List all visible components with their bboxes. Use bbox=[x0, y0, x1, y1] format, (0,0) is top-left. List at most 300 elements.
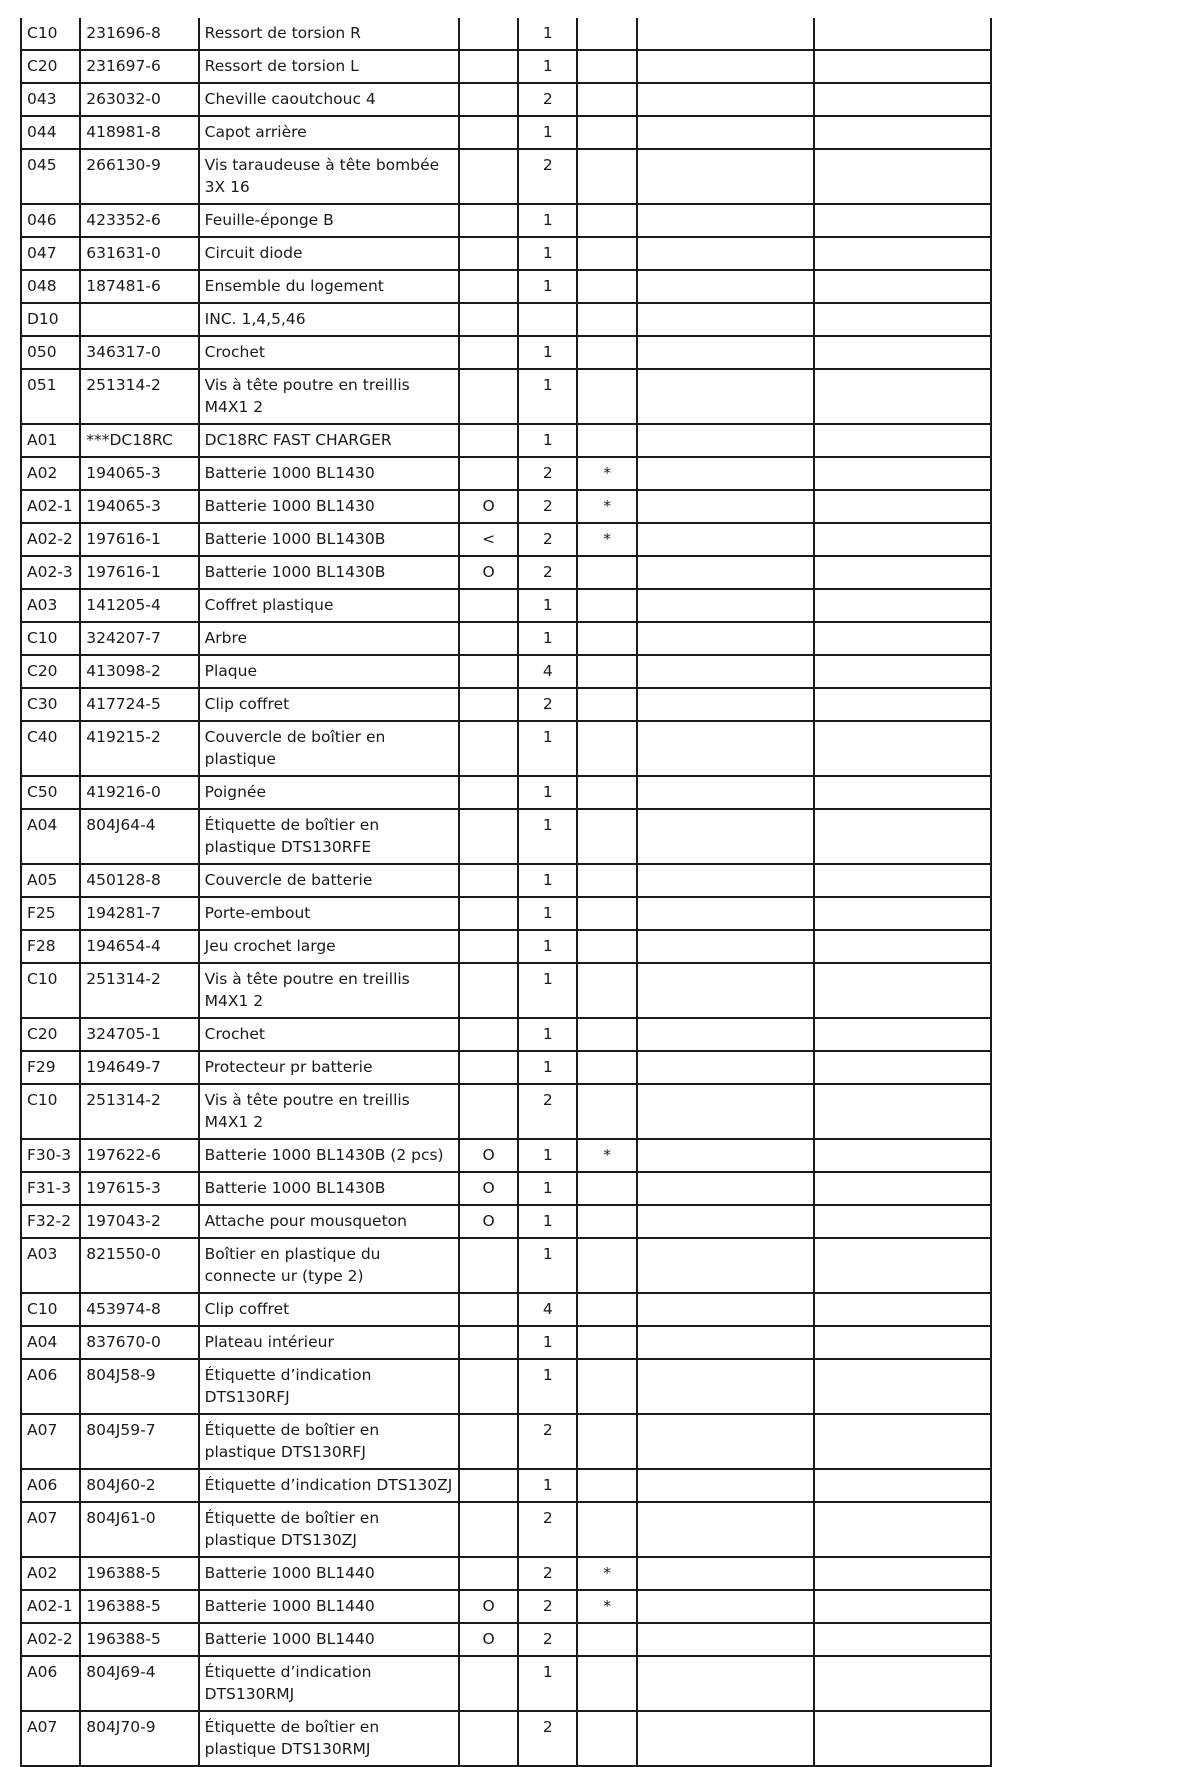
part-number-cell: 324207-7 bbox=[80, 622, 198, 655]
extra-cell-1 bbox=[637, 336, 815, 369]
quantity-cell: 1 bbox=[518, 1051, 577, 1084]
option-mark-cell: O bbox=[459, 1172, 518, 1205]
quantity-cell: 2 bbox=[518, 556, 577, 589]
table-row bbox=[21, 1469, 991, 1502]
extra-cell-1 bbox=[637, 1656, 815, 1711]
item-number-cell: C40 bbox=[21, 721, 80, 776]
extra-cell-2 bbox=[814, 809, 991, 864]
part-number-cell: 197615-3 bbox=[80, 1172, 198, 1205]
quantity-cell: 1 bbox=[518, 50, 577, 83]
extra-cell-1 bbox=[637, 424, 815, 457]
item-number-cell: A03 bbox=[21, 1238, 80, 1293]
description-cell: Vis taraudeuse à tête bombée 3X 16 bbox=[199, 149, 459, 204]
part-number-cell: 804J69-4 bbox=[80, 1656, 198, 1711]
quantity-cell: 1 bbox=[518, 237, 577, 270]
table-row bbox=[21, 963, 991, 1018]
note-mark-cell: * bbox=[577, 523, 636, 556]
description-cell: Feuille-éponge B bbox=[199, 204, 459, 237]
quantity-cell: 1 bbox=[518, 270, 577, 303]
description-cell: Protecteur pr batterie bbox=[199, 1051, 459, 1084]
description-cell: Couvercle de batterie bbox=[199, 864, 459, 897]
table-row bbox=[21, 369, 991, 424]
note-mark-cell bbox=[577, 369, 636, 424]
extra-cell-2 bbox=[814, 270, 991, 303]
part-number-cell: 413098-2 bbox=[80, 655, 198, 688]
description-cell: Poignée bbox=[199, 776, 459, 809]
part-number-cell bbox=[80, 303, 198, 336]
table-row bbox=[21, 1084, 991, 1139]
quantity-cell: 2 bbox=[518, 83, 577, 116]
part-number-cell: 194281-7 bbox=[80, 897, 198, 930]
option-mark-cell bbox=[459, 204, 518, 237]
part-number-cell: ***DC18RC bbox=[80, 424, 198, 457]
part-number-cell: 194065-3 bbox=[80, 490, 198, 523]
table-row bbox=[21, 1623, 991, 1656]
item-number-cell: C20 bbox=[21, 655, 80, 688]
extra-cell-1 bbox=[637, 864, 815, 897]
description-cell: Porte-embout bbox=[199, 897, 459, 930]
part-number-cell: 197622-6 bbox=[80, 1139, 198, 1172]
table-row bbox=[21, 1326, 991, 1359]
quantity-cell: 1 bbox=[518, 336, 577, 369]
quantity-cell: 1 bbox=[518, 116, 577, 149]
item-number-cell: A02 bbox=[21, 457, 80, 490]
table-row bbox=[21, 1414, 991, 1469]
option-mark-cell bbox=[459, 1414, 518, 1469]
item-number-cell: A02-1 bbox=[21, 1590, 80, 1623]
description-cell: Batterie 1000 BL1430B bbox=[199, 556, 459, 589]
option-mark-cell bbox=[459, 1326, 518, 1359]
option-mark-cell bbox=[459, 18, 518, 50]
note-mark-cell bbox=[577, 688, 636, 721]
extra-cell-1 bbox=[637, 963, 815, 1018]
note-mark-cell bbox=[577, 18, 636, 50]
extra-cell-1 bbox=[637, 776, 815, 809]
description-cell: Batterie 1000 BL1430 bbox=[199, 490, 459, 523]
extra-cell-1 bbox=[637, 1293, 815, 1326]
extra-cell-2 bbox=[814, 1172, 991, 1205]
note-mark-cell bbox=[577, 116, 636, 149]
description-cell: Étiquette d’indication DTS130ZJ bbox=[199, 1469, 459, 1502]
item-number-cell: C20 bbox=[21, 1018, 80, 1051]
option-mark-cell bbox=[459, 83, 518, 116]
item-number-cell: A07 bbox=[21, 1711, 80, 1766]
item-number-cell: F30-3 bbox=[21, 1139, 80, 1172]
part-number-cell: 197043-2 bbox=[80, 1205, 198, 1238]
option-mark-cell bbox=[459, 589, 518, 622]
description-cell: Clip coffret bbox=[199, 1293, 459, 1326]
table-row bbox=[21, 1502, 991, 1557]
item-number-cell: A06 bbox=[21, 1359, 80, 1414]
quantity-cell: 2 bbox=[518, 149, 577, 204]
option-mark-cell bbox=[459, 776, 518, 809]
description-cell: Batterie 1000 BL1440 bbox=[199, 1623, 459, 1656]
extra-cell-1 bbox=[637, 270, 815, 303]
note-mark-cell: * bbox=[577, 1590, 636, 1623]
extra-cell-1 bbox=[637, 1172, 815, 1205]
option-mark-cell: O bbox=[459, 556, 518, 589]
option-mark-cell bbox=[459, 1293, 518, 1326]
option-mark-cell bbox=[459, 116, 518, 149]
description-cell: Batterie 1000 BL1440 bbox=[199, 1590, 459, 1623]
option-mark-cell bbox=[459, 1656, 518, 1711]
quantity-cell: 1 bbox=[518, 1205, 577, 1238]
part-number-cell: 231696-8 bbox=[80, 18, 198, 50]
item-number-cell: F25 bbox=[21, 897, 80, 930]
table-row bbox=[21, 490, 991, 523]
table-row bbox=[21, 688, 991, 721]
table-row bbox=[21, 864, 991, 897]
quantity-cell: 1 bbox=[518, 1018, 577, 1051]
extra-cell-1 bbox=[637, 556, 815, 589]
part-number-cell: 419215-2 bbox=[80, 721, 198, 776]
option-mark-cell bbox=[459, 655, 518, 688]
description-cell: Plaque bbox=[199, 655, 459, 688]
note-mark-cell bbox=[577, 1623, 636, 1656]
part-number-cell: 194649-7 bbox=[80, 1051, 198, 1084]
part-number-cell: 251314-2 bbox=[80, 963, 198, 1018]
item-number-cell: A02-2 bbox=[21, 1623, 80, 1656]
quantity-cell: 1 bbox=[518, 721, 577, 776]
quantity-cell bbox=[518, 303, 577, 336]
table-row bbox=[21, 1359, 991, 1414]
extra-cell-2 bbox=[814, 1656, 991, 1711]
extra-cell-1 bbox=[637, 149, 815, 204]
table-row bbox=[21, 930, 991, 963]
note-mark-cell bbox=[577, 303, 636, 336]
part-number-cell: 804J61-0 bbox=[80, 1502, 198, 1557]
table-row bbox=[21, 1293, 991, 1326]
extra-cell-2 bbox=[814, 589, 991, 622]
extra-cell-1 bbox=[637, 1590, 815, 1623]
item-number-cell: 046 bbox=[21, 204, 80, 237]
extra-cell-2 bbox=[814, 897, 991, 930]
table-row bbox=[21, 897, 991, 930]
parts-list-page bbox=[20, 18, 992, 1767]
option-mark-cell bbox=[459, 1084, 518, 1139]
note-mark-cell bbox=[577, 864, 636, 897]
extra-cell-1 bbox=[637, 1139, 815, 1172]
extra-cell-2 bbox=[814, 1018, 991, 1051]
extra-cell-1 bbox=[637, 1326, 815, 1359]
note-mark-cell bbox=[577, 50, 636, 83]
part-number-cell: 453974-8 bbox=[80, 1293, 198, 1326]
option-mark-cell bbox=[459, 1359, 518, 1414]
item-number-cell: A02-3 bbox=[21, 556, 80, 589]
item-number-cell: D10 bbox=[21, 303, 80, 336]
extra-cell-2 bbox=[814, 457, 991, 490]
extra-cell-1 bbox=[637, 688, 815, 721]
table-row bbox=[21, 303, 991, 336]
extra-cell-2 bbox=[814, 83, 991, 116]
extra-cell-2 bbox=[814, 1469, 991, 1502]
quantity-cell: 1 bbox=[518, 897, 577, 930]
option-mark-cell bbox=[459, 809, 518, 864]
extra-cell-2 bbox=[814, 149, 991, 204]
table-row bbox=[21, 83, 991, 116]
quantity-cell: 1 bbox=[518, 1326, 577, 1359]
option-mark-cell bbox=[459, 622, 518, 655]
note-mark-cell bbox=[577, 1502, 636, 1557]
quantity-cell: 2 bbox=[518, 688, 577, 721]
extra-cell-2 bbox=[814, 1205, 991, 1238]
note-mark-cell bbox=[577, 1469, 636, 1502]
description-cell: Ressort de torsion L bbox=[199, 50, 459, 83]
table-row bbox=[21, 721, 991, 776]
table-row bbox=[21, 50, 991, 83]
item-number-cell: A06 bbox=[21, 1469, 80, 1502]
option-mark-cell bbox=[459, 864, 518, 897]
table-row bbox=[21, 336, 991, 369]
note-mark-cell bbox=[577, 930, 636, 963]
extra-cell-2 bbox=[814, 556, 991, 589]
quantity-cell: 2 bbox=[518, 457, 577, 490]
option-mark-cell bbox=[459, 237, 518, 270]
table-row bbox=[21, 1557, 991, 1590]
description-cell: Jeu crochet large bbox=[199, 930, 459, 963]
extra-cell-2 bbox=[814, 1051, 991, 1084]
part-number-cell: 804J70-9 bbox=[80, 1711, 198, 1766]
extra-cell-1 bbox=[637, 721, 815, 776]
part-number-cell: 324705-1 bbox=[80, 1018, 198, 1051]
option-mark-cell bbox=[459, 930, 518, 963]
quantity-cell: 1 bbox=[518, 1656, 577, 1711]
note-mark-cell bbox=[577, 1238, 636, 1293]
part-number-cell: 263032-0 bbox=[80, 83, 198, 116]
description-cell: Étiquette d’indication DTS130RMJ bbox=[199, 1656, 459, 1711]
note-mark-cell bbox=[577, 897, 636, 930]
description-cell: Circuit diode bbox=[199, 237, 459, 270]
note-mark-cell bbox=[577, 1293, 636, 1326]
table-row bbox=[21, 523, 991, 556]
quantity-cell: 1 bbox=[518, 963, 577, 1018]
extra-cell-2 bbox=[814, 1326, 991, 1359]
note-mark-cell bbox=[577, 963, 636, 1018]
extra-cell-1 bbox=[637, 1051, 815, 1084]
part-number-cell: 423352-6 bbox=[80, 204, 198, 237]
quantity-cell: 1 bbox=[518, 1238, 577, 1293]
description-cell: Étiquette de boîtier en plastique DTS130RFE bbox=[199, 809, 459, 864]
extra-cell-1 bbox=[637, 490, 815, 523]
table-row bbox=[21, 424, 991, 457]
item-number-cell: F29 bbox=[21, 1051, 80, 1084]
description-cell: INC. 1,4,5,46 bbox=[199, 303, 459, 336]
description-cell: Étiquette de boîtier en plastique DTS130ZJ bbox=[199, 1502, 459, 1557]
note-mark-cell bbox=[577, 1172, 636, 1205]
table-row bbox=[21, 1139, 991, 1172]
quantity-cell: 1 bbox=[518, 204, 577, 237]
quantity-cell: 1 bbox=[518, 864, 577, 897]
note-mark-cell bbox=[577, 1084, 636, 1139]
item-number-cell: C10 bbox=[21, 1084, 80, 1139]
quantity-cell: 2 bbox=[518, 1557, 577, 1590]
part-number-cell: 197616-1 bbox=[80, 556, 198, 589]
quantity-cell: 2 bbox=[518, 1502, 577, 1557]
description-cell: Batterie 1000 BL1430 bbox=[199, 457, 459, 490]
description-cell: Plateau intérieur bbox=[199, 1326, 459, 1359]
description-cell: Batterie 1000 BL1430B bbox=[199, 1172, 459, 1205]
extra-cell-2 bbox=[814, 336, 991, 369]
quantity-cell: 1 bbox=[518, 776, 577, 809]
table-row bbox=[21, 589, 991, 622]
table-row bbox=[21, 237, 991, 270]
table-row bbox=[21, 18, 991, 50]
item-number-cell: C10 bbox=[21, 1293, 80, 1326]
extra-cell-1 bbox=[637, 83, 815, 116]
table-row bbox=[21, 655, 991, 688]
option-mark-cell bbox=[459, 149, 518, 204]
item-number-cell: C20 bbox=[21, 50, 80, 83]
extra-cell-2 bbox=[814, 1084, 991, 1139]
table-row bbox=[21, 149, 991, 204]
item-number-cell: A06 bbox=[21, 1656, 80, 1711]
extra-cell-2 bbox=[814, 490, 991, 523]
description-cell: Vis à tête poutre en treillis M4X1 2 bbox=[199, 963, 459, 1018]
description-cell: Clip coffret bbox=[199, 688, 459, 721]
part-number-cell: 266130-9 bbox=[80, 149, 198, 204]
table-row bbox=[21, 1172, 991, 1205]
extra-cell-2 bbox=[814, 864, 991, 897]
note-mark-cell bbox=[577, 1051, 636, 1084]
extra-cell-2 bbox=[814, 1590, 991, 1623]
option-mark-cell bbox=[459, 1557, 518, 1590]
table-row bbox=[21, 204, 991, 237]
item-number-cell: C10 bbox=[21, 963, 80, 1018]
quantity-cell: 1 bbox=[518, 1139, 577, 1172]
parts-table-body bbox=[21, 18, 991, 1766]
extra-cell-1 bbox=[637, 50, 815, 83]
item-number-cell: C50 bbox=[21, 776, 80, 809]
parts-table bbox=[20, 18, 992, 1767]
part-number-cell: 231697-6 bbox=[80, 50, 198, 83]
quantity-cell: 2 bbox=[518, 523, 577, 556]
option-mark-cell bbox=[459, 270, 518, 303]
table-row bbox=[21, 1590, 991, 1623]
extra-cell-2 bbox=[814, 369, 991, 424]
extra-cell-1 bbox=[637, 18, 815, 50]
item-number-cell: A01 bbox=[21, 424, 80, 457]
quantity-cell: 1 bbox=[518, 1172, 577, 1205]
item-number-cell: F28 bbox=[21, 930, 80, 963]
note-mark-cell: * bbox=[577, 1139, 636, 1172]
extra-cell-2 bbox=[814, 930, 991, 963]
item-number-cell: 047 bbox=[21, 237, 80, 270]
table-row bbox=[21, 1711, 991, 1766]
extra-cell-2 bbox=[814, 18, 991, 50]
extra-cell-2 bbox=[814, 1502, 991, 1557]
description-cell: Batterie 1000 BL1430B (2 pcs) bbox=[199, 1139, 459, 1172]
option-mark-cell bbox=[459, 424, 518, 457]
option-mark-cell: O bbox=[459, 1205, 518, 1238]
extra-cell-1 bbox=[637, 809, 815, 864]
item-number-cell: A04 bbox=[21, 809, 80, 864]
quantity-cell: 2 bbox=[518, 1711, 577, 1766]
extra-cell-1 bbox=[637, 589, 815, 622]
note-mark-cell bbox=[577, 1205, 636, 1238]
extra-cell-1 bbox=[637, 1502, 815, 1557]
extra-cell-2 bbox=[814, 622, 991, 655]
option-mark-cell bbox=[459, 721, 518, 776]
part-number-cell: 196388-5 bbox=[80, 1623, 198, 1656]
quantity-cell: 1 bbox=[518, 809, 577, 864]
extra-cell-2 bbox=[814, 1711, 991, 1766]
quantity-cell: 1 bbox=[518, 369, 577, 424]
part-number-cell: 804J59-7 bbox=[80, 1414, 198, 1469]
item-number-cell: C10 bbox=[21, 18, 80, 50]
part-number-cell: 804J58-9 bbox=[80, 1359, 198, 1414]
option-mark-cell bbox=[459, 303, 518, 336]
quantity-cell: 1 bbox=[518, 930, 577, 963]
description-cell: Crochet bbox=[199, 1018, 459, 1051]
item-number-cell: A03 bbox=[21, 589, 80, 622]
extra-cell-2 bbox=[814, 424, 991, 457]
item-number-cell: C30 bbox=[21, 688, 80, 721]
quantity-cell: 1 bbox=[518, 622, 577, 655]
quantity-cell: 1 bbox=[518, 589, 577, 622]
table-row bbox=[21, 1238, 991, 1293]
table-row bbox=[21, 1656, 991, 1711]
quantity-cell: 4 bbox=[518, 655, 577, 688]
extra-cell-1 bbox=[637, 1205, 815, 1238]
table-row bbox=[21, 1018, 991, 1051]
extra-cell-2 bbox=[814, 1238, 991, 1293]
extra-cell-2 bbox=[814, 1414, 991, 1469]
extra-cell-2 bbox=[814, 688, 991, 721]
extra-cell-1 bbox=[637, 1238, 815, 1293]
quantity-cell: 1 bbox=[518, 1359, 577, 1414]
note-mark-cell bbox=[577, 204, 636, 237]
item-number-cell: F32-2 bbox=[21, 1205, 80, 1238]
extra-cell-1 bbox=[637, 303, 815, 336]
option-mark-cell: O bbox=[459, 1590, 518, 1623]
description-cell: Vis à tête poutre en treillis M4X1 2 bbox=[199, 1084, 459, 1139]
item-number-cell: 044 bbox=[21, 116, 80, 149]
extra-cell-2 bbox=[814, 204, 991, 237]
note-mark-cell bbox=[577, 1414, 636, 1469]
extra-cell-2 bbox=[814, 1359, 991, 1414]
extra-cell-2 bbox=[814, 523, 991, 556]
option-mark-cell bbox=[459, 457, 518, 490]
note-mark-cell bbox=[577, 1656, 636, 1711]
extra-cell-2 bbox=[814, 1139, 991, 1172]
note-mark-cell bbox=[577, 1326, 636, 1359]
part-number-cell: 141205-4 bbox=[80, 589, 198, 622]
note-mark-cell bbox=[577, 622, 636, 655]
extra-cell-2 bbox=[814, 776, 991, 809]
extra-cell-2 bbox=[814, 116, 991, 149]
extra-cell-1 bbox=[637, 1084, 815, 1139]
extra-cell-1 bbox=[637, 1623, 815, 1656]
table-row bbox=[21, 776, 991, 809]
extra-cell-2 bbox=[814, 721, 991, 776]
item-number-cell: A02 bbox=[21, 1557, 80, 1590]
part-number-cell: 194065-3 bbox=[80, 457, 198, 490]
item-number-cell: A02-2 bbox=[21, 523, 80, 556]
item-number-cell: A07 bbox=[21, 1414, 80, 1469]
extra-cell-1 bbox=[637, 1557, 815, 1590]
quantity-cell: 2 bbox=[518, 490, 577, 523]
extra-cell-1 bbox=[637, 1469, 815, 1502]
option-mark-cell bbox=[459, 1711, 518, 1766]
note-mark-cell bbox=[577, 721, 636, 776]
note-mark-cell bbox=[577, 655, 636, 688]
note-mark-cell bbox=[577, 237, 636, 270]
description-cell: DC18RC FAST CHARGER bbox=[199, 424, 459, 457]
option-mark-cell bbox=[459, 1051, 518, 1084]
extra-cell-1 bbox=[637, 1018, 815, 1051]
quantity-cell: 2 bbox=[518, 1590, 577, 1623]
description-cell: Ressort de torsion R bbox=[199, 18, 459, 50]
